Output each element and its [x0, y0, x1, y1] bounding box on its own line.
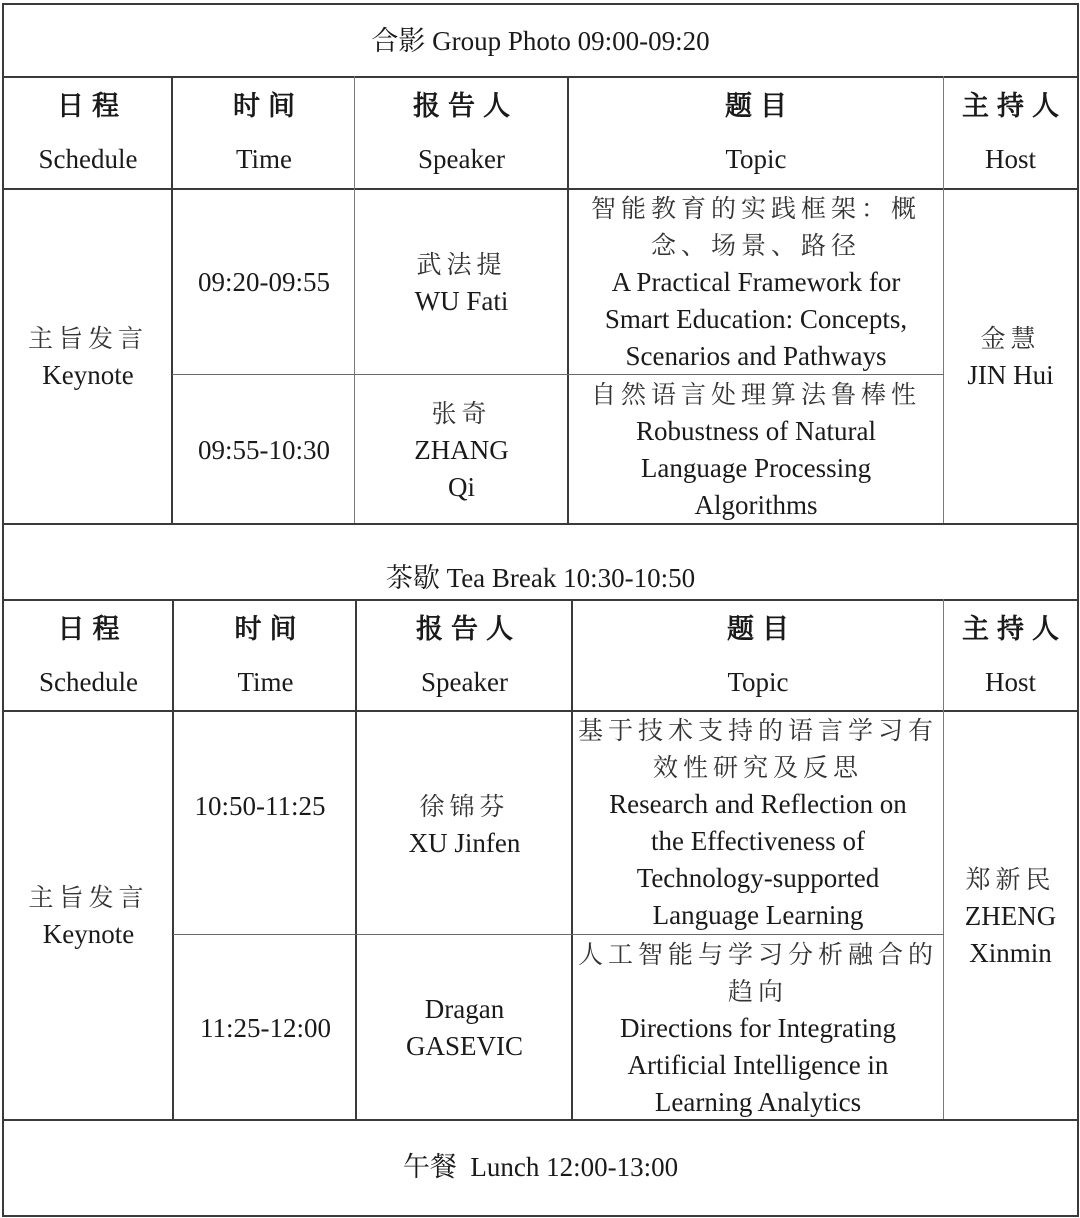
divider: [567, 76, 569, 524]
divider: [943, 76, 944, 524]
header-schedule-zh: 日程: [57, 614, 128, 645]
speaker-en-line: GASEVIC: [405, 1031, 523, 1061]
banner-lunch-text: 午餐 Lunch 12:00-13:00: [402, 1152, 679, 1182]
host-zh: 郑新民: [965, 864, 1056, 894]
header-host-zh: 主持人: [962, 614, 1067, 645]
header-schedule-zh: 日程: [57, 91, 127, 122]
speaker-en: WU Fati: [414, 286, 509, 316]
divider: [172, 599, 174, 1120]
header-speaker-zh: 报告人: [416, 614, 521, 645]
talk-3-topic: [573, 712, 943, 934]
talk-1-speaker: [355, 190, 568, 374]
talk-time: 11:25-12:00: [200, 1012, 331, 1043]
session-2-schedule-zh: 主旨发言: [28, 883, 149, 912]
topic-zh-line: 基于技术支持的语言学习有: [577, 716, 938, 745]
topic-zh-line: 趋向: [727, 976, 788, 1006]
header-topic-en: Topic: [727, 667, 789, 697]
talk-1-topic: [569, 190, 943, 374]
host-en-line: ZHENG: [964, 900, 1057, 931]
header-topic-zh: 题目: [727, 614, 797, 645]
speaker-zh: 武法提: [416, 250, 507, 279]
topic-en-line: A Practical Framework for: [611, 266, 901, 297]
header-speaker-en: Speaker: [421, 667, 508, 697]
talk-2-topic: [569, 376, 943, 524]
divider: [571, 599, 573, 1120]
banner-lunch: [4, 1121, 1077, 1213]
talk-4-speaker: [357, 936, 572, 1120]
host-en-line: Xinmin: [969, 937, 1052, 968]
header-time-zh: 时间: [233, 91, 303, 122]
topic-zh-line: 效性研究及反思: [652, 753, 863, 782]
topic-zh-line: 人工智能与学习分析融合的: [577, 939, 938, 969]
session-1-schedule-zh: 主旨发言: [27, 324, 148, 353]
divider: [172, 374, 944, 375]
talk-3-speaker: [357, 712, 572, 934]
talk-3-time: [175, 712, 345, 934]
speaker-en-line: ZHANG: [414, 434, 509, 465]
topic-en-line: Learning Analytics: [654, 1086, 862, 1117]
header-speaker: [355, 78, 568, 188]
session-2-host: [944, 712, 1077, 1120]
header-schedule-en: Schedule: [39, 667, 138, 697]
header-schedule: [4, 78, 172, 188]
talk-time: 09:55-10:30: [198, 434, 330, 465]
topic-en-line: Language Learning: [652, 900, 864, 930]
speaker-en-line: Qi: [448, 471, 475, 502]
speaker-zh: 张奇: [431, 398, 492, 428]
session-2-schedule-en: Keynote: [42, 919, 135, 949]
topic-en-line: Smart Education: Concepts,: [604, 303, 908, 334]
topic-en-line: Robustness of Natural: [636, 416, 876, 446]
topic-en-line: Directions for Integrating: [620, 1012, 896, 1043]
header-time-en: Time: [237, 667, 294, 697]
header-topic-zh: 题目: [725, 91, 795, 122]
header-host: [944, 78, 1077, 188]
banner-tea-break-text: 茶歇 Tea Break 10:30-10:50: [385, 563, 696, 593]
talk-4-topic: [573, 936, 943, 1120]
topic-zh-line: 智能教育的实践框架：概: [590, 193, 921, 223]
topic-en-line: Algorithms: [694, 490, 818, 520]
banner-group-photo-text: 合影 Group Photo 09:00-09:20: [371, 26, 710, 56]
session-1-schedule-en: Keynote: [42, 360, 134, 390]
header-topic: [569, 78, 943, 188]
speaker-zh: 徐锦芬: [419, 792, 510, 821]
header-host-en: Host: [984, 667, 1036, 697]
header-time-en: Time: [235, 144, 293, 174]
header-speaker-zh: 报告人: [413, 91, 518, 122]
divider: [173, 934, 944, 935]
header-topic: [573, 601, 943, 711]
topic-en-line: Artificial Intelligence in: [627, 1049, 889, 1080]
divider: [171, 76, 173, 524]
talk-2-speaker: [355, 376, 568, 524]
header-time: [175, 601, 356, 711]
talk-1-time: [174, 190, 354, 374]
header-schedule-en: Schedule: [38, 144, 138, 174]
topic-en-line: Technology-supported: [636, 863, 880, 893]
header-speaker-en: Speaker: [418, 144, 505, 174]
header-time: [174, 78, 354, 188]
banner-group-photo: [4, 5, 1077, 77]
divider: [355, 599, 357, 1120]
host-en: JIN Hui: [967, 360, 1054, 390]
session-1-host: [944, 190, 1077, 524]
session-2-schedule: [4, 712, 173, 1120]
header-host-en: Host: [984, 144, 1036, 174]
topic-en-line: the Effectiveness of: [651, 826, 865, 856]
talk-time: 09:20-09:55: [198, 266, 330, 297]
talk-time: 10:50-11:25: [194, 791, 326, 821]
header-speaker: [357, 601, 572, 711]
header-time-zh: 时间: [234, 614, 305, 645]
host-zh: 金慧: [980, 324, 1041, 353]
header-host: [944, 601, 1077, 711]
topic-en-line: Language Processing: [640, 453, 872, 483]
divider: [943, 599, 944, 1120]
banner-tea-break: [4, 525, 1077, 599]
header-schedule: [4, 601, 173, 711]
topic-en-line: Scenarios and Pathways: [625, 340, 887, 371]
speaker-en: XU Jinfen: [408, 828, 521, 858]
talk-4-time: [175, 936, 356, 1120]
topic-zh-line: 自然语言处理算法鲁棒性: [590, 380, 921, 409]
speaker-en-line: Dragan: [424, 994, 505, 1024]
session-1-schedule: [4, 190, 172, 524]
header-topic-en: Topic: [725, 144, 787, 174]
topic-en-line: Research and Reflection on: [609, 789, 907, 819]
topic-zh-line: 念、场景、路径: [650, 230, 861, 260]
talk-2-time: [174, 376, 354, 524]
divider: [354, 76, 355, 524]
header-host-zh: 主持人: [962, 91, 1067, 122]
